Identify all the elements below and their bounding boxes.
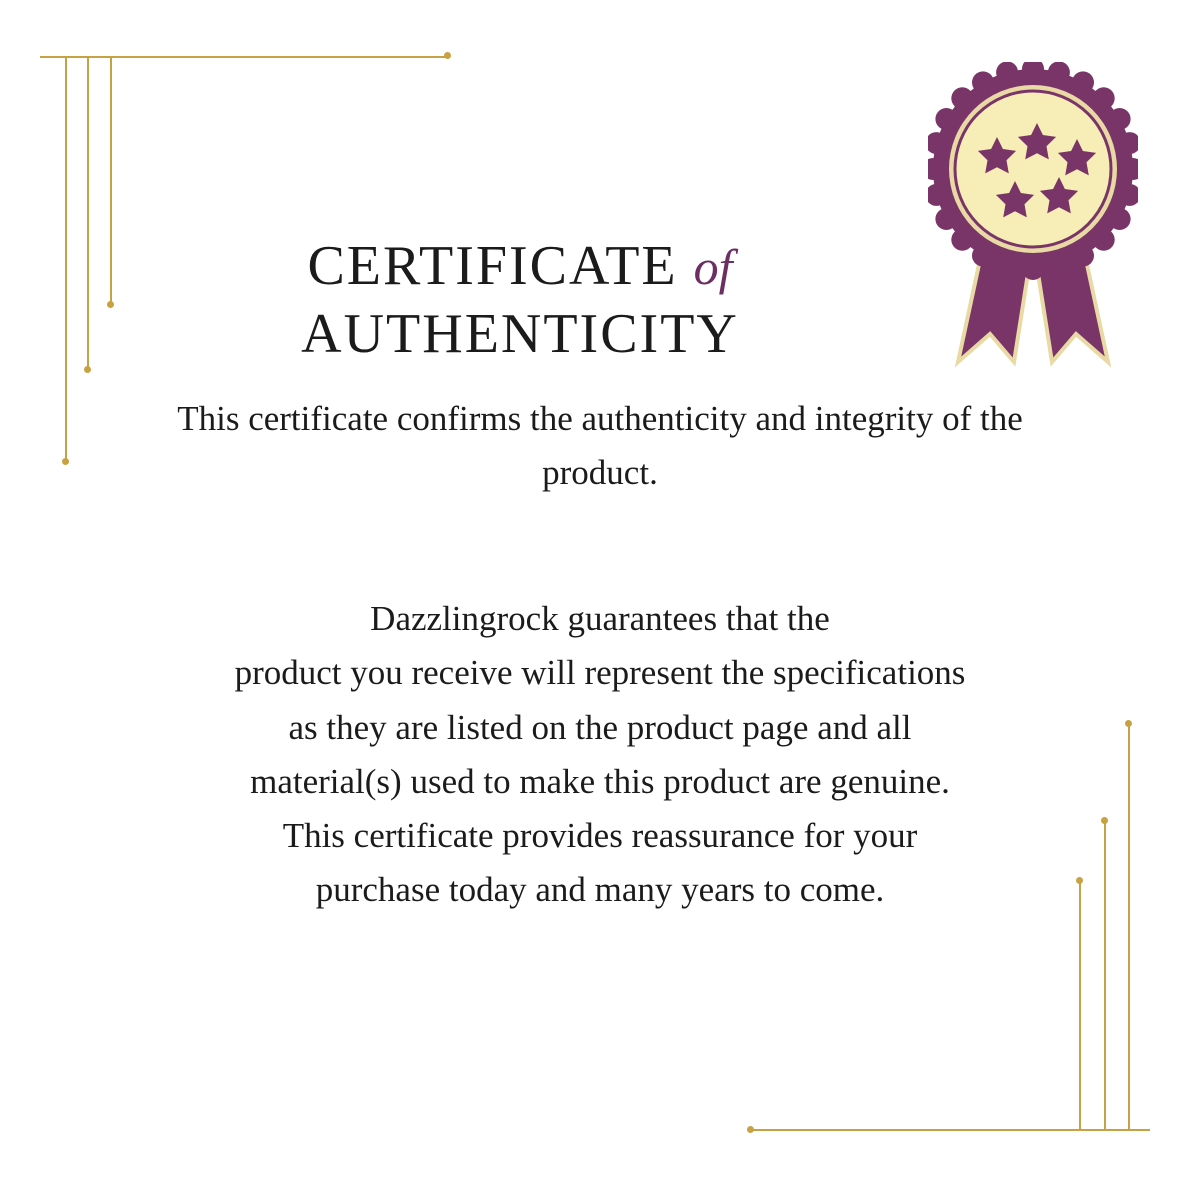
intro-paragraph: This certificate confirms the authenticity and integrity of the product. <box>177 399 1023 492</box>
body-line: product you receive will represent the specifications <box>234 653 966 693</box>
ornament-horizontal-line <box>40 56 450 58</box>
ornament-dot <box>1125 720 1132 727</box>
ornament-dot <box>747 1126 754 1133</box>
ornament-vertical-line-1 <box>1128 723 1130 1131</box>
title-line-one <box>0 232 1040 300</box>
body-paragraph <box>90 592 1110 918</box>
body-line: This certificate provides reassurance for your <box>282 816 918 855</box>
page-title <box>0 232 1200 369</box>
title-of-word: of <box>693 239 733 295</box>
ornament-dot <box>62 458 69 465</box>
ornament-vertical-line-3 <box>1079 880 1081 1131</box>
title-certificate-word: CERTIFICATE <box>307 235 678 297</box>
body-line: material(s) used to make this product are genuine. <box>250 761 950 801</box>
title-authenticity-word: AUTHENTICITY <box>301 303 739 366</box>
ornament-horizontal-line <box>750 1129 1150 1131</box>
body-line: as they are listed on the product page and all <box>288 707 912 747</box>
body-line: Dazzlingrock guarantees that the <box>370 599 830 638</box>
ornament-dot <box>444 52 451 59</box>
body-line: purchase today and many years to come. <box>315 870 885 910</box>
